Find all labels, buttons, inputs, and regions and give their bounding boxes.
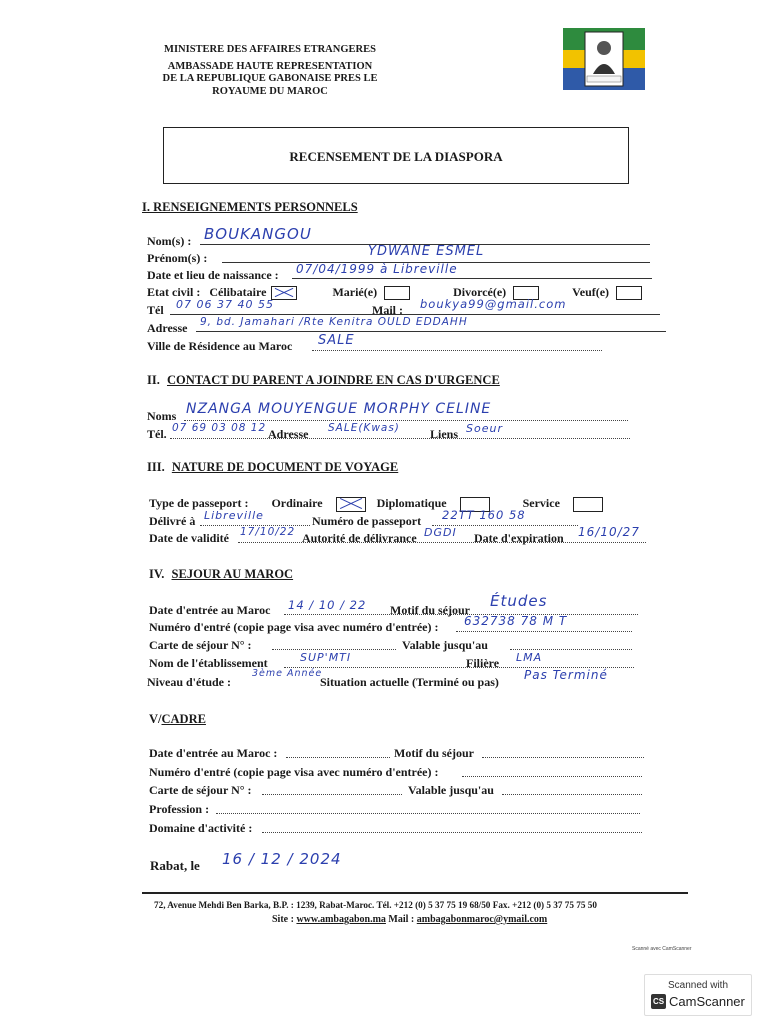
adresse-line [196, 330, 666, 332]
parent-liens-value: Soeur [466, 422, 503, 435]
divorce-label: Divorcé(e) [453, 285, 507, 299]
site-label: Site : [272, 914, 294, 925]
niveau-value: 3ème Année [252, 668, 323, 679]
parent-noms-line [184, 419, 628, 421]
etablissement-label: Nom de l'établissement [149, 656, 268, 670]
diplomatique-label: Diplomatique [376, 496, 447, 510]
adresse-label: Adresse [147, 321, 188, 335]
etat-civil-label: Etat civil : [147, 285, 201, 299]
expiration-label: Date d'expiration [474, 531, 564, 545]
profession-label: Profession : [149, 802, 210, 816]
embassy-line-1: AMBASSADE HAUTE REPRESENTATION [167, 60, 373, 72]
parent-adresse-label: Adresse [268, 427, 309, 441]
rabat-label: Rabat, le [150, 858, 200, 873]
section-2-number: II. [147, 373, 160, 387]
camscanner-badge [644, 974, 752, 1016]
section-5-title: CADRE [161, 712, 206, 726]
validite-value: 17/10/22 [240, 526, 296, 538]
scanned-with-text: Scanned with [667, 980, 729, 991]
footer-mail-link[interactable]: ambagabonmaroc@ymail.com [416, 914, 548, 925]
cadre-motif-line [482, 756, 644, 758]
validite-label: Date de validité [149, 531, 229, 545]
section-3-number: III. [147, 460, 165, 474]
adresse-value: 9, bd. Jamahari /Rte Kenitra OULD EDDAHH [200, 316, 468, 328]
service-checkbox[interactable] [573, 497, 603, 512]
mail-value: boukya99@gmail.com [420, 297, 567, 311]
passport-number-value: 22TT 160 58 [442, 508, 526, 522]
section-3-heading [147, 460, 398, 475]
parent-noms-value: NZANGA MOUYENGUE MORPHY CELINE [186, 401, 492, 417]
nom-value: BOUKANGOU [204, 225, 312, 243]
carte-valable-label: Valable jusqu'au [402, 638, 488, 652]
footer-mail-label: Mail : [388, 914, 415, 925]
site-link[interactable]: www.ambagabon.ma [296, 914, 386, 925]
marie-checkbox[interactable] [384, 286, 410, 300]
passport-type-label: Type de passeport : [149, 496, 249, 510]
cadre-carte-line [262, 793, 402, 795]
tel-value: 07 06 37 40 55 [176, 298, 274, 311]
section-4-number: IV. [149, 567, 165, 581]
filiere-label: Filière [466, 656, 500, 670]
section-1-heading [142, 200, 358, 215]
autorite-value: DGDI [424, 526, 457, 539]
section-5-prefix: V/ [149, 712, 162, 726]
numero-entree-line [456, 630, 632, 632]
camscanner-logo-icon: CS [651, 994, 666, 1009]
naissance-line [292, 277, 652, 279]
footer-site-row [272, 914, 547, 925]
tel-label: Tél [147, 303, 164, 317]
cadre-entree-line [286, 756, 390, 758]
title-box [163, 127, 629, 184]
camscanner-brand: CamScanner [669, 994, 745, 1009]
cadre-entree-label: Date d'entrée au Maroc : [149, 746, 278, 760]
autorite-label: Autorité de délivrance [302, 531, 417, 545]
entree-value: 14 / 10 / 22 [288, 598, 367, 612]
section-2-heading [147, 373, 500, 388]
etablissement-value: SUP'MTI [300, 651, 352, 664]
ministry-line: MINISTERE DES AFFAIRES ETRANGERES [164, 44, 376, 55]
entree-line [284, 613, 638, 615]
situation-label: Situation actuelle (Terminé ou pas) [320, 675, 499, 689]
tel-line [170, 313, 660, 315]
parent-adresse-value: SALE(Kwas) [328, 422, 400, 434]
cadre-carte-label: Carte de séjour N° : [149, 783, 252, 797]
marie-label: Marié(e) [332, 285, 378, 299]
page-title: RECENSEMENT DE LA DIASPORA [289, 149, 503, 164]
veuf-checkbox[interactable] [616, 286, 642, 300]
profession-line [216, 812, 640, 814]
ville-line [312, 349, 602, 351]
nom-label: Nom(s) : [147, 234, 192, 248]
domaine-line [262, 831, 642, 833]
embassy-line-2: DE LA REPUBLIQUE GABONAISE PRES LE [162, 73, 378, 84]
cadre-valable-label: Valable jusqu'au [408, 783, 494, 797]
scan-note: Scanné avec CamScanner [632, 946, 692, 952]
cadre-valable-line [502, 793, 642, 795]
gabon-coat-of-arms-icon [563, 28, 645, 90]
motif-value: Études [490, 592, 548, 610]
section-1-title: I. RENSEIGNEMENTS PERSONNELS [142, 200, 358, 214]
section-4-title: SEJOUR AU MAROC [171, 567, 294, 581]
section-4-heading [149, 567, 293, 582]
naissance-value: 07/04/1999 à Libreville [296, 262, 458, 276]
parent-liens-label: Liens [430, 427, 459, 441]
carte-label: Carte de séjour N° : [149, 638, 252, 652]
carte-valable-line [510, 648, 632, 650]
situation-value: Pas Terminé [524, 668, 608, 682]
mail-label: Mail : [372, 303, 403, 317]
section-5-heading [149, 712, 206, 727]
motif-label: Motif du séjour [390, 603, 470, 617]
parent-tel-value: 07 69 03 08 12 [172, 422, 267, 434]
niveau-label: Niveau d'étude : [147, 675, 231, 689]
ministry-header [150, 44, 390, 98]
entree-label: Date d'entrée au Maroc [149, 603, 271, 617]
parent-tel-label: Tél. [147, 427, 167, 441]
ville-label: Ville de Résidence au Maroc [147, 339, 293, 353]
footer-address: 72, Avenue Mehdi Ben Barka, B.P. : 1239, Rabat-Maroc. Tél. +212 (0) 5 37 75 19 68/50 Fax. +212 (0) 5 37 75 75 50 [154, 900, 597, 910]
ville-value: SALE [318, 333, 355, 348]
cadre-numero-line [462, 775, 642, 777]
cadre-numero-label: Numéro d'entré (copie page visa avec numéro d'entrée) : [149, 765, 439, 779]
numero-entree-label: Numéro d'entré (copie page visa avec numéro d'entrée) : [149, 620, 439, 634]
numero-entree-value: 632738 78 M T [464, 614, 568, 628]
naissance-label: Date et lieu de naissance : [147, 268, 279, 282]
domaine-label: Domaine d'activité : [149, 821, 253, 835]
prenom-value: YDWANE ESMEL [368, 244, 485, 259]
ordinaire-checkbox[interactable] [336, 497, 366, 512]
validite-line [238, 541, 646, 543]
embassy-line-3: ROYAUME DU MAROC [212, 85, 328, 97]
celibataire-checkbox[interactable] [271, 286, 297, 300]
cadre-motif-label: Motif du séjour [394, 746, 474, 760]
section-3-title: NATURE DE DOCUMENT DE VOYAGE [171, 460, 399, 474]
delivre-value: Libreville [204, 509, 264, 522]
delivre-label: Délivré à [149, 514, 196, 528]
ordinaire-label: Ordinaire [271, 496, 323, 510]
celibataire-label: Célibataire [209, 285, 267, 299]
veuf-label: Veuf(e) [572, 285, 610, 299]
section-2-title: CONTACT DU PARENT A JOINDRE EN CAS D'URGENCE [166, 373, 500, 387]
parent-noms-label: Noms [147, 409, 177, 423]
footer-rule [142, 892, 688, 894]
passport-number-label: Numéro de passeport [312, 514, 422, 528]
service-label: Service [522, 496, 560, 510]
carte-line [272, 648, 396, 650]
parent-tel-line [170, 437, 630, 439]
rabat-date-value: 16 / 12 / 2024 [222, 850, 342, 868]
expiration-value: 16/10/27 [578, 525, 640, 539]
prenom-label: Prénom(s) : [147, 251, 208, 265]
filiere-value: LMA [516, 651, 543, 664]
